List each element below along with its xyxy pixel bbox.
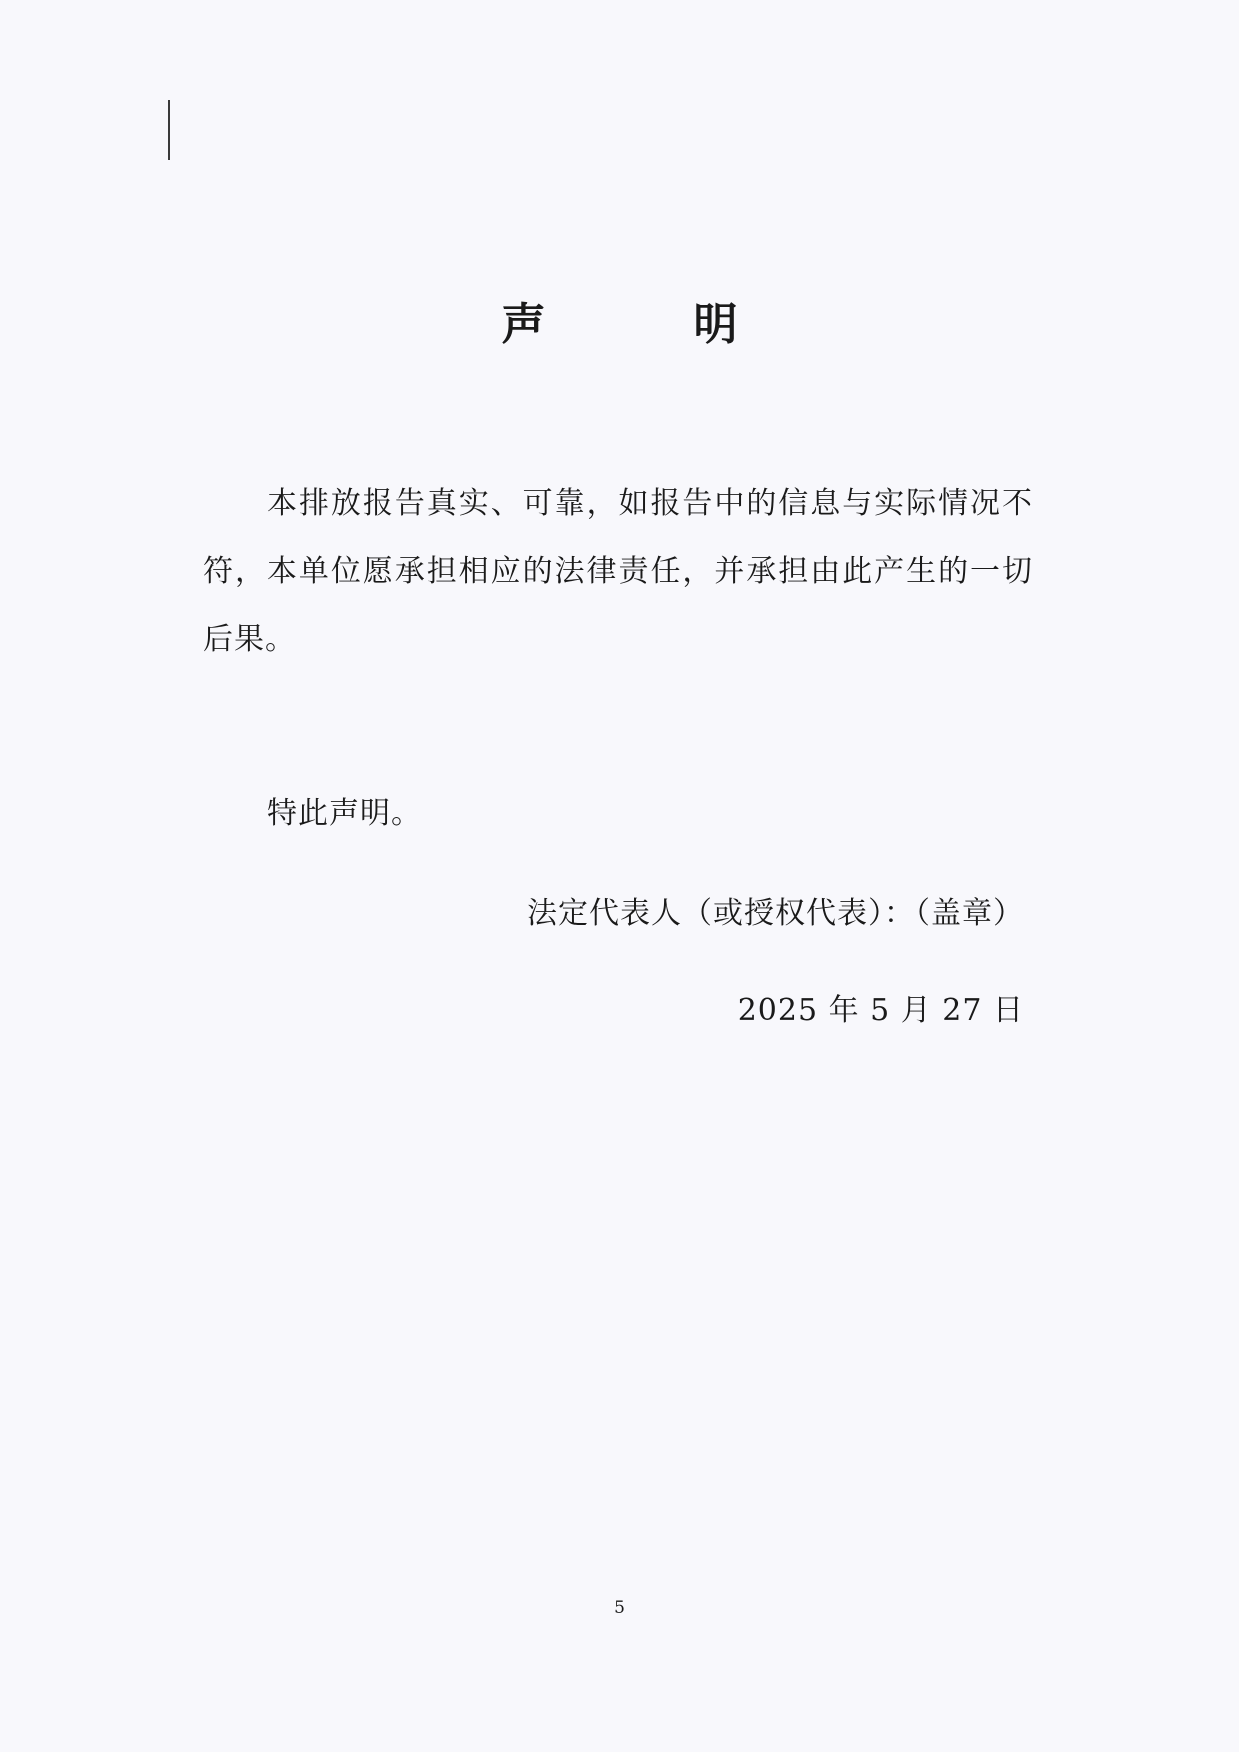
page-number: 5 bbox=[614, 1598, 625, 1618]
page-title: 声 明 bbox=[501, 299, 790, 350]
signer-line: 法定代表人（或授权代表）：（盖章） bbox=[527, 896, 1024, 931]
signing-date: 2025 年 5 月 27 日 bbox=[737, 993, 1024, 1028]
statement-paragraph: 本排放报告真实、可靠，如报告中的信息与实际情况不符，本单位愿承担相应的法律责任，并承担由此产生的一切后果。 bbox=[203, 486, 1033, 657]
scan-edge-mark bbox=[168, 100, 170, 160]
declaration-text: 特此声明。 bbox=[267, 796, 422, 831]
